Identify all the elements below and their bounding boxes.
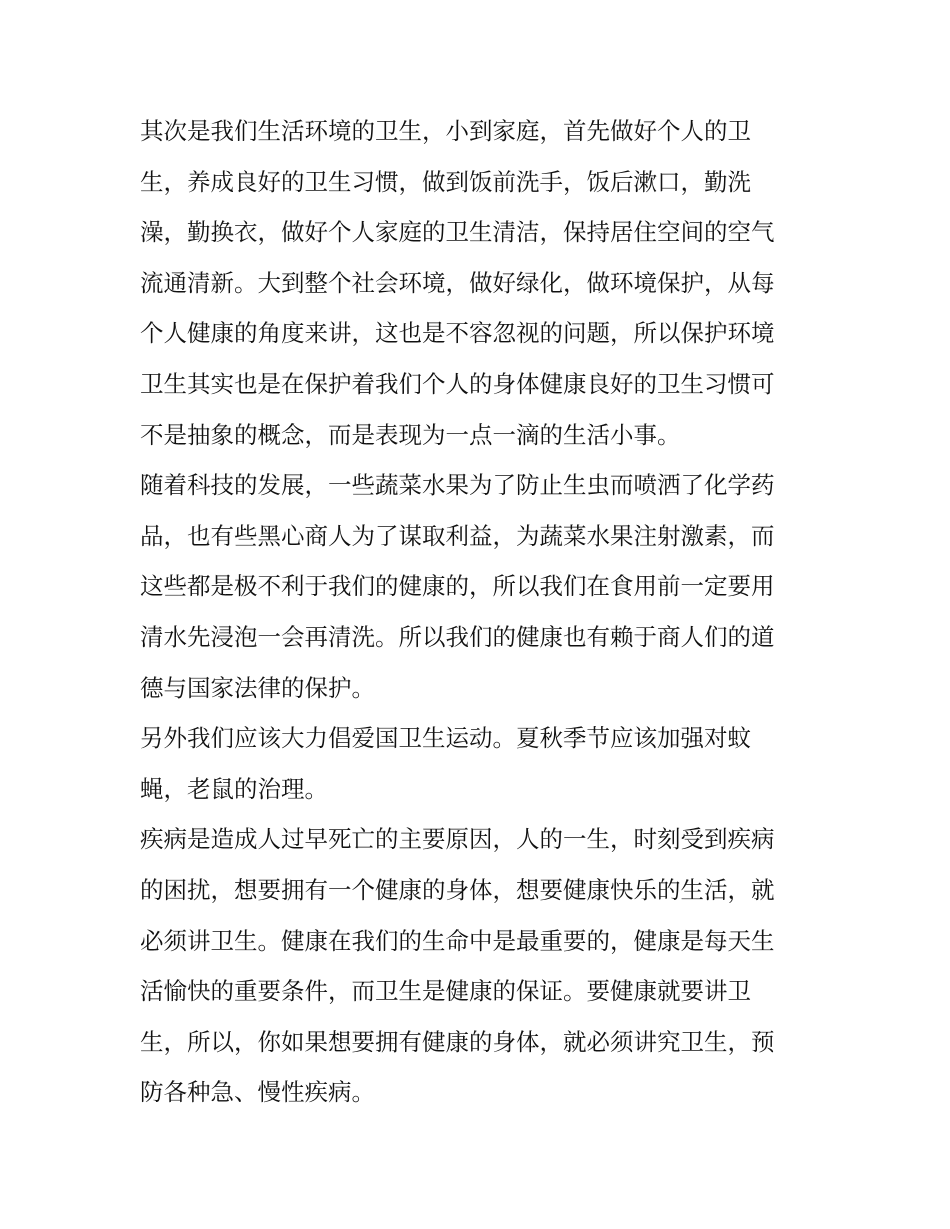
text-line: 防各种急、慢性疾病。 <box>140 1078 375 1107</box>
text-line: 的困扰，想要拥有一个健康的身体，想要健康快乐的生活，就 <box>140 875 775 904</box>
text-line: 这些都是极不利于我们的健康的，所以我们在食用前一定要用 <box>140 572 775 601</box>
text-line: 流通清新。大到整个社会环境，做好绿化，做环境保护，从每 <box>140 268 775 297</box>
text-line: 必须讲卫生。健康在我们的生命中是最重要的，健康是每天生 <box>140 926 775 955</box>
text-line: 不是抽象的概念，而是表现为一点一滴的生活小事。 <box>140 420 681 449</box>
text-line: 随着科技的发展，一些蔬菜水果为了防止生虫而喷洒了化学药 <box>140 471 775 500</box>
text-line: 品，也有些黑心商人为了谋取利益，为蔬菜水果注射激素，而 <box>140 521 775 550</box>
text-line: 其次是我们生活环境的卫生，小到家庭，首先做好个人的卫 <box>140 117 751 145</box>
text-line: 生，所以，你如果想要拥有健康的身体，就必须讲究卫生，预 <box>140 1027 775 1056</box>
body-text <box>140 106 812 1118</box>
text-line: 疾病是造成人过早死亡的主要原因，人的一生，时刻受到疾病 <box>140 825 775 854</box>
text-line: 卫生其实也是在保护着我们个人的身体健康良好的卫生习惯可 <box>140 369 775 398</box>
text-line: 蝇，老鼠的治理。 <box>140 774 328 803</box>
text-line: 德与国家法律的保护。 <box>140 673 375 702</box>
text-line: 生，养成良好的卫生习惯，做到饭前洗手，饭后漱口，勤洗 <box>140 167 751 196</box>
text-line: 另外我们应该大力倡爱国卫生运动。夏秋季节应该加强对蚊 <box>140 724 751 753</box>
text-line: 活愉快的重要条件，而卫生是健康的保证。要健康就要讲卫 <box>140 977 751 1006</box>
text-line: 个人健康的角度来讲，这也是不容忽视的问题，所以保护环境 <box>140 319 775 348</box>
text-line: 澡，勤换衣，做好个人家庭的卫生清洁，保持居住空间的空气 <box>140 218 775 247</box>
text-line: 清水先浸泡一会再清洗。所以我们的健康也有赖于商人们的道 <box>140 622 775 651</box>
